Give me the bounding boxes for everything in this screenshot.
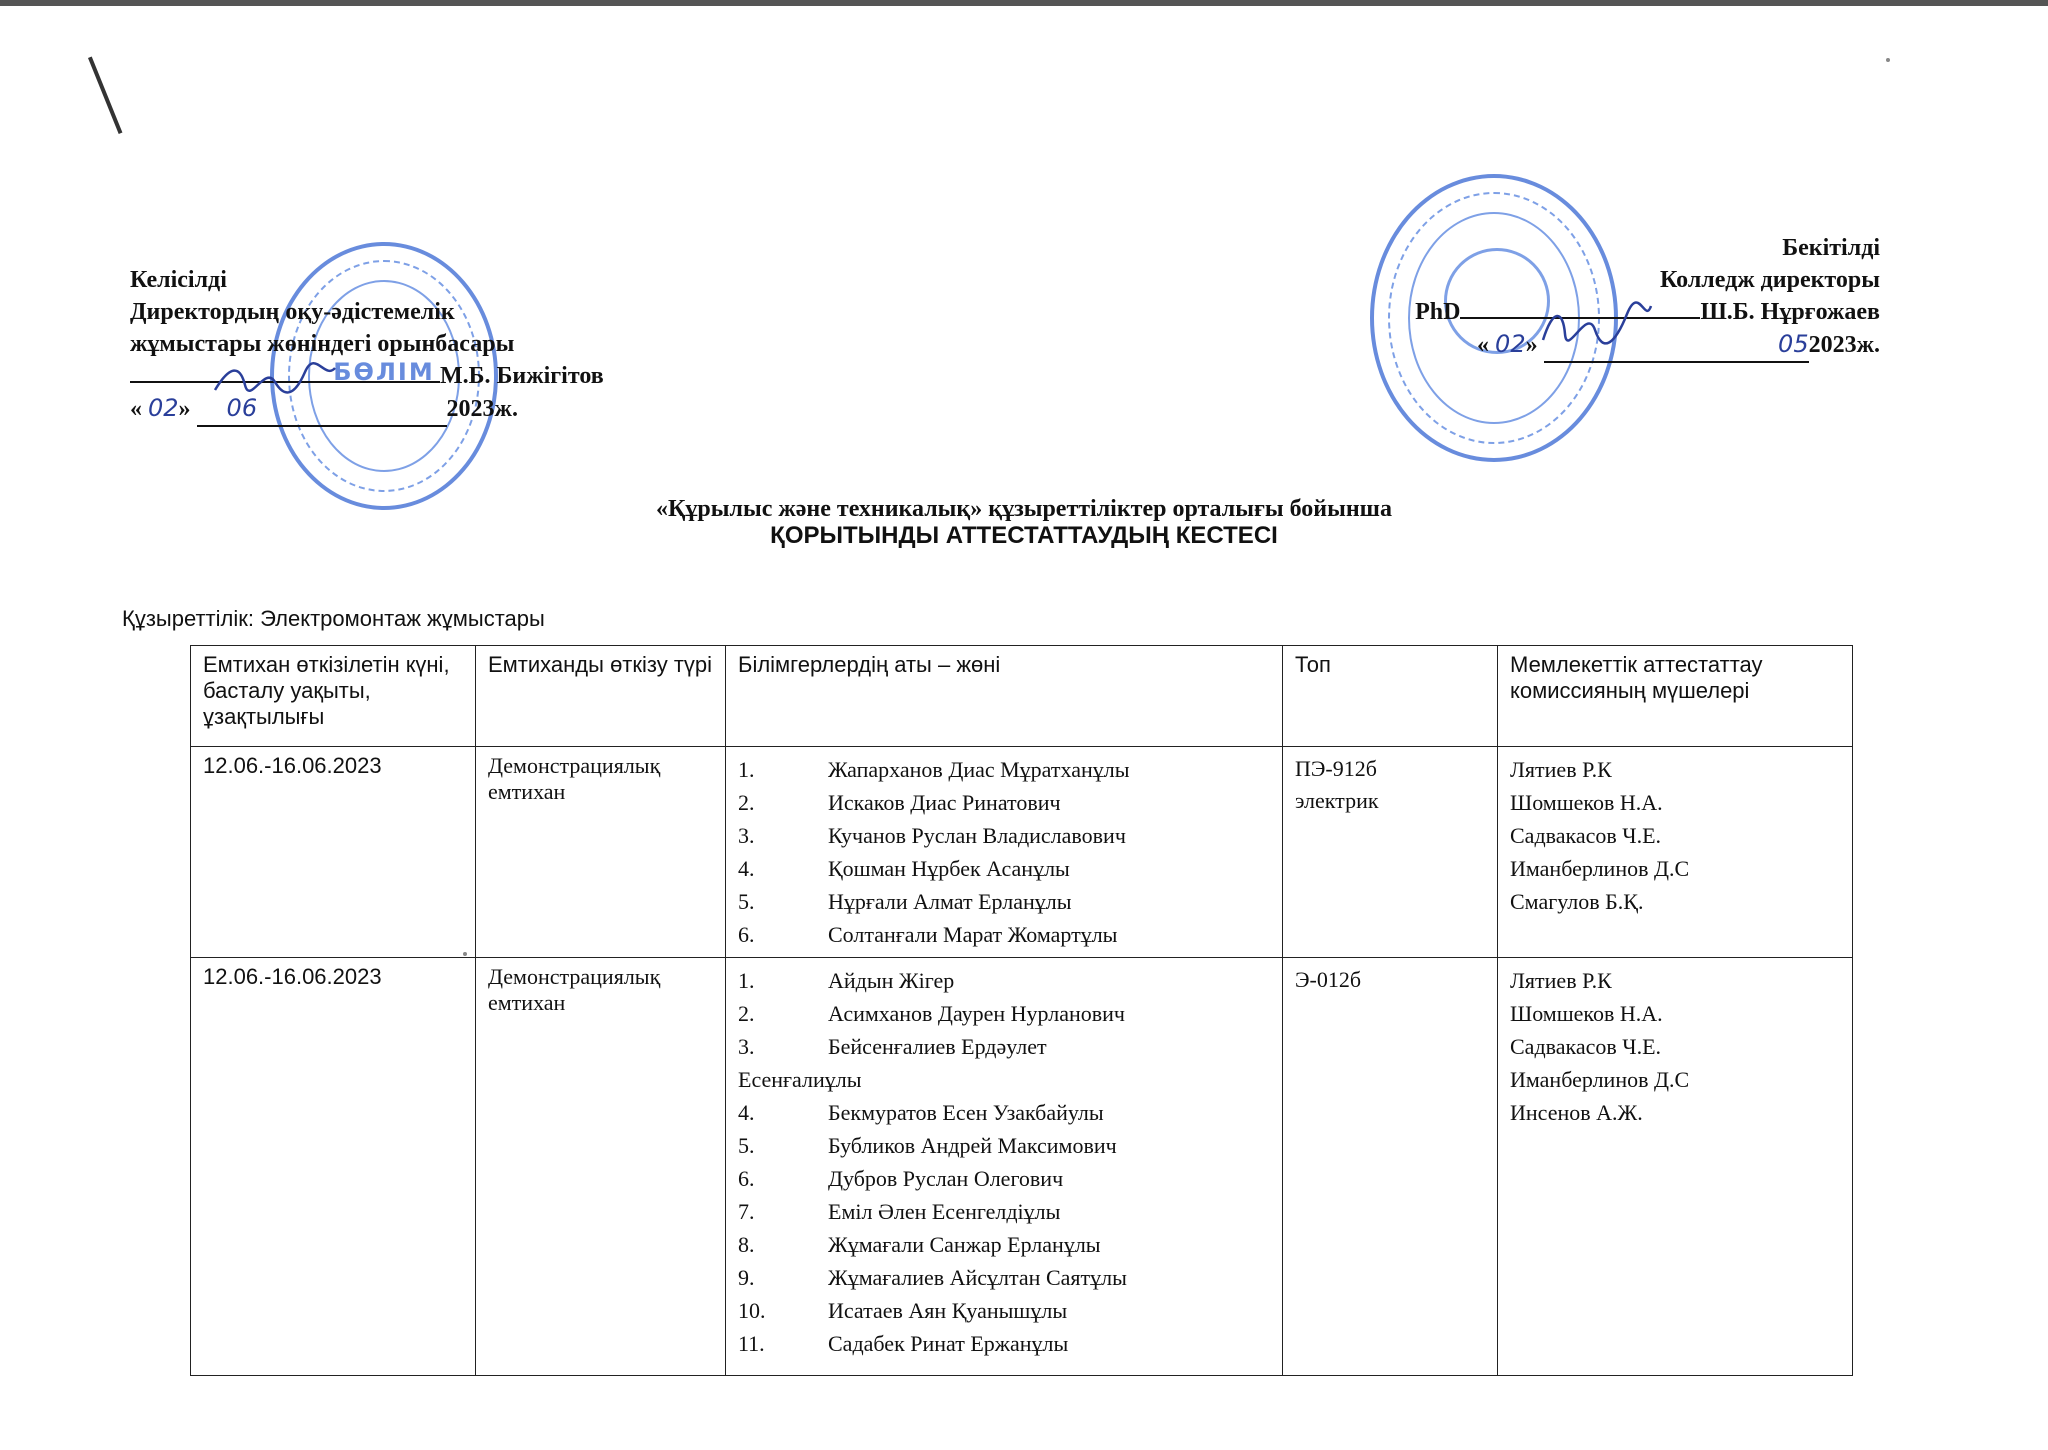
commission-member: Иманберлинов Д.С [1510, 1067, 1690, 1092]
list-item: 11. Садабек Ринат Ержанұлы [738, 1331, 1069, 1356]
commission-member: Лятиев Р.К [1510, 968, 1612, 993]
student-list [738, 964, 1270, 1360]
commission-member: Садвакасов Ч.Е. [1510, 823, 1662, 848]
table-row [191, 747, 1853, 958]
approval-left-position-2: жұмыстары жөніндегі орынбасары [130, 331, 515, 357]
cell-commission [1498, 958, 1853, 1376]
cell-date: 12.06.-16.06.2023 [191, 958, 476, 1376]
list-item: 3. Кучанов Руслан Владиславович [738, 823, 1126, 848]
list-item: 7. Еміл Әлен Есенгелдіұлы [738, 1199, 1061, 1224]
competence-line: Құзыреттілік: Электромонтаж жұмыстары [122, 606, 545, 631]
approval-left-signer: М.Б. Бижігітов [440, 363, 604, 389]
header-exam-type: Емтиханды өткізу түрі [476, 646, 726, 747]
approval-right-signer: Ш.Б. Нұрғожаев [1700, 299, 1880, 325]
commission-member: Садвакасов Ч.Е. [1510, 1034, 1662, 1059]
table-row [191, 958, 1853, 1376]
header-students: Білімгерлердің аты – жөні [726, 646, 1283, 747]
commission-member: Лятиев Р.К [1510, 757, 1612, 782]
document-title: ҚОРЫТЫНДЫ АТТЕСТАТТАУДЫҢ КЕСТЕСІ [770, 522, 1278, 549]
approval-left-position-1: Директордың оқу-әдістемелік [130, 299, 455, 325]
group-code: ПЭ-912б [1295, 756, 1377, 781]
list-item: 9. Жұмағалиев Айсұлтан Саятұлы [738, 1265, 1127, 1290]
approval-left-sign-line [130, 360, 604, 392]
list-item: 4. Қошман Нұрбек Асанұлы [738, 856, 1070, 881]
left-signature [210, 360, 340, 400]
list-item: 2. Асимханов Даурен Нурланович [738, 1001, 1125, 1026]
cell-group [1283, 747, 1498, 958]
date-open-quote: « [130, 396, 142, 422]
group-code: Э-012б [1295, 967, 1362, 992]
header-group: Топ [1283, 646, 1498, 747]
date-year: 2023ж. [446, 396, 518, 422]
date-close-quote: » [178, 396, 191, 422]
cell-date: 12.06.-16.06.2023 [191, 747, 476, 958]
cell-exam-type: Демонстрациялық емтихан [476, 958, 726, 1376]
cell-commission [1498, 747, 1853, 958]
right-signature [1535, 300, 1655, 350]
list-item: 5. Бубликов Андрей Максимович [738, 1133, 1117, 1158]
approval-left [130, 264, 604, 427]
date-open-quote: « [1477, 332, 1490, 358]
list-item: 5. Нұрғали Алмат Ерланұлы [738, 889, 1072, 914]
commission-member: Иманберлинов Д.С [1510, 856, 1690, 881]
cell-exam-type: Демонстрациялық емтихан [476, 747, 726, 958]
date-close-quote: » [1525, 332, 1538, 358]
date-month: 06 [226, 394, 258, 422]
approval-right-position: Колледж директоры [1659, 267, 1880, 293]
list-item: 3. Бейсенғалиев Ердәулет Есенғалиұлы [738, 1034, 1047, 1092]
cell-students [726, 747, 1283, 958]
date-year: 2023ж. [1808, 332, 1880, 358]
student-list [738, 753, 1270, 951]
approval-right-heading: Бекітілді [1782, 235, 1880, 261]
approval-left-date [130, 392, 604, 427]
date-day: 02 [148, 394, 179, 422]
list-item: 1. Айдын Жігер [738, 968, 955, 993]
list-item: 6. Солтанғали Марат Жомартұлы [738, 922, 1118, 947]
table-header-row [191, 646, 1853, 747]
list-item: 10. Исатаев Аян Қуанышұлы [738, 1298, 1068, 1323]
attestation-schedule-table [190, 645, 1853, 1376]
commission-member: Шомшеков Н.А. [1510, 790, 1663, 815]
list-item: 4. Бекмуратов Есен Узакбайулы [738, 1100, 1104, 1125]
group-specialty: электрик [1295, 788, 1379, 813]
stamp-text: БӨЛІМ [333, 358, 435, 386]
cell-students [726, 958, 1283, 1376]
document-subtitle: «Құрылыс және техникалық» құзыреттіліктер орталығы бойынша [656, 496, 1392, 522]
list-item: 8. Жұмағали Санжар Ерланұлы [738, 1232, 1101, 1257]
scan-top-edge [0, 0, 2048, 6]
commission-member: Инсенов А.Ж. [1510, 1100, 1643, 1125]
list-item: 6. Дубров Руслан Олегович [738, 1166, 1064, 1191]
date-day: 02 [1495, 330, 1526, 358]
list-item: 1. Жапарханов Диас Мұратханұлы [738, 757, 1130, 782]
approval-left-heading: Келісілді [130, 267, 227, 293]
header-date: Емтихан өткізілетін күні, басталу уақыты, ұзақтылығы [191, 646, 476, 747]
scan-dot [1886, 58, 1890, 62]
header-commission: Мемлекеттік аттестаттау комиссияның мүшелері [1498, 646, 1853, 747]
commission-member: Шомшеков Н.А. [1510, 1001, 1663, 1026]
approval-right-degree: PhD [1415, 299, 1461, 325]
cell-group [1283, 958, 1498, 1376]
commission-member: Смагулов Б.Қ. [1510, 889, 1644, 914]
date-month: 05 [1778, 330, 1809, 358]
scan-mark [88, 57, 122, 135]
list-item: 2. Искаков Диас Ринатович [738, 790, 1061, 815]
